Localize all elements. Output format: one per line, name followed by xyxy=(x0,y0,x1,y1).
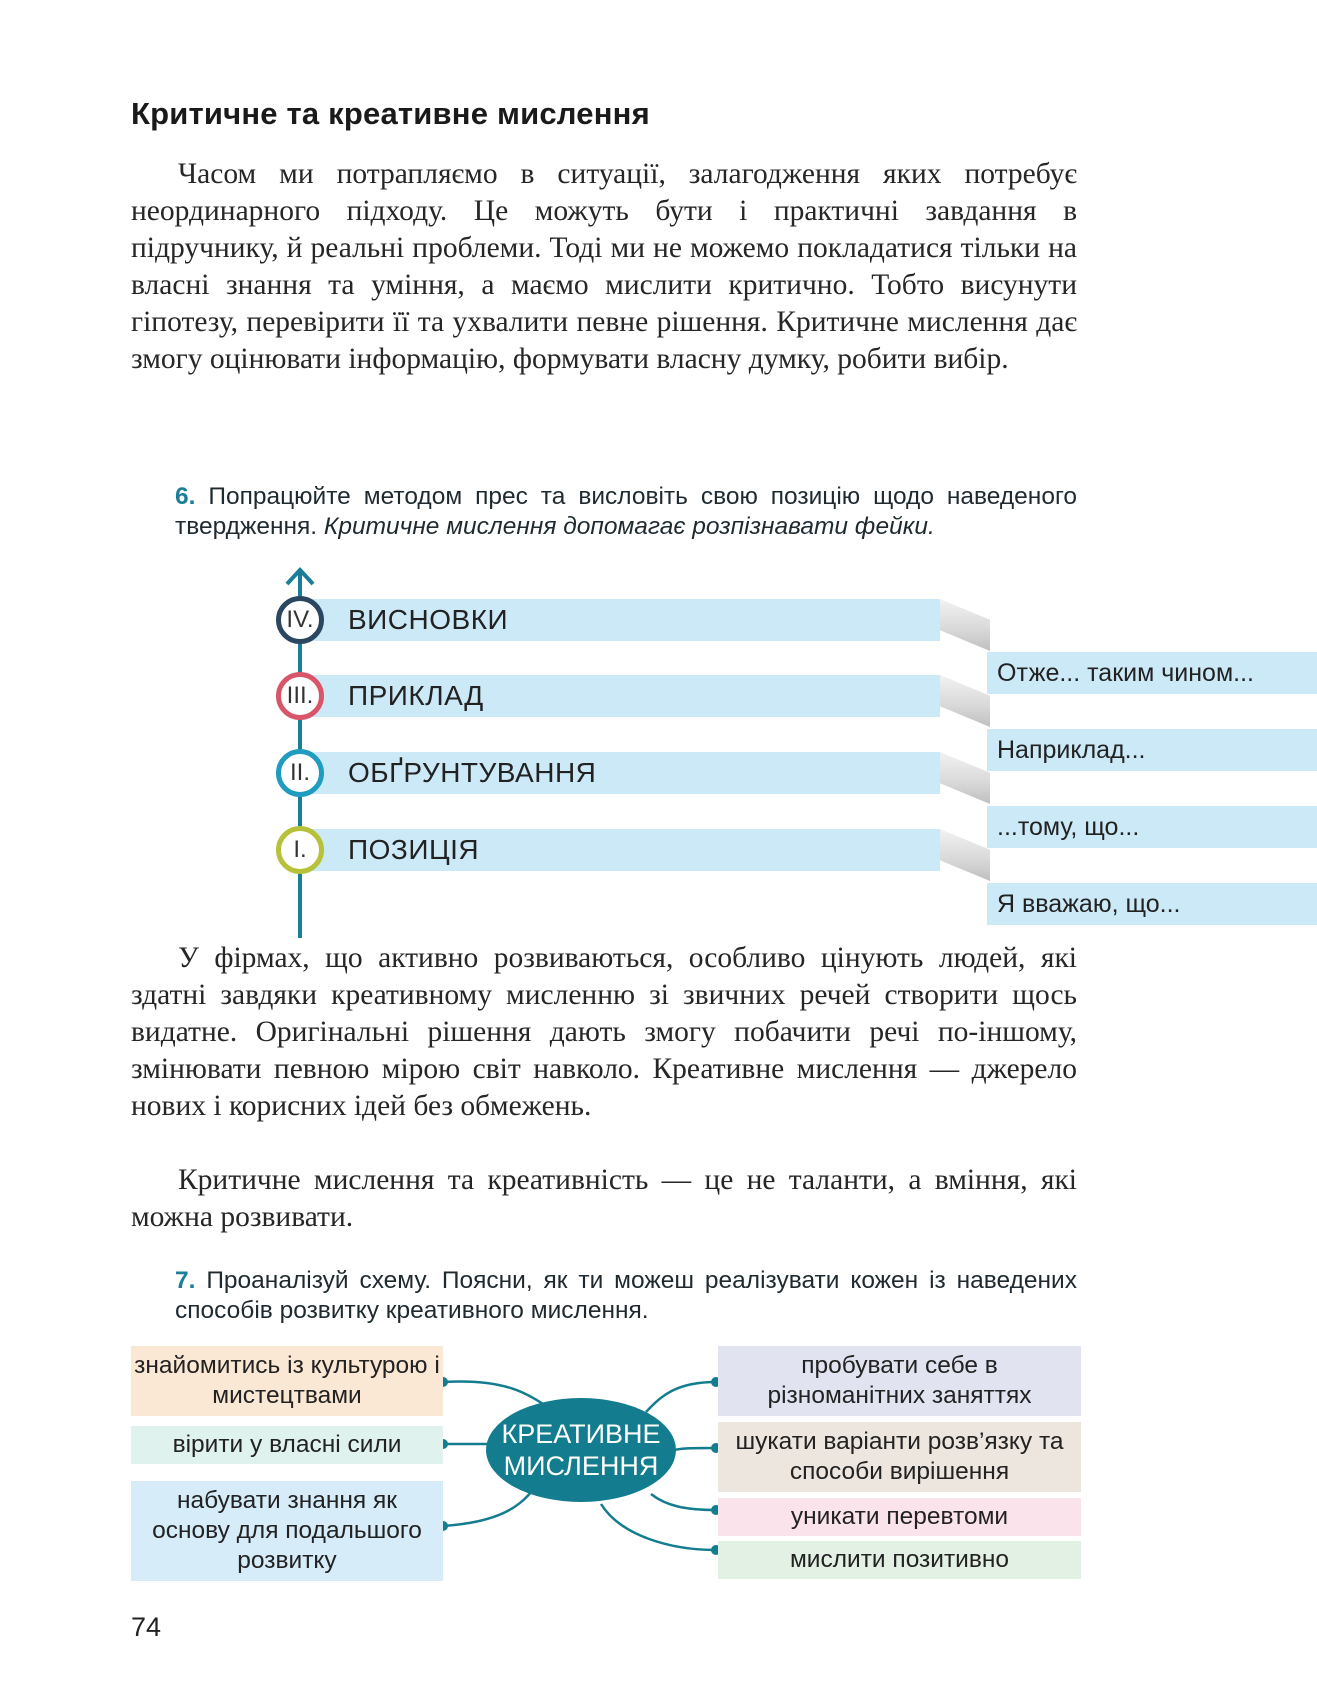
creative-thinking-mindmap xyxy=(131,1336,1081,1586)
skills-paragraph: Критичне мислення та креативність — це не таланти, а вміння, які можна розвивати. xyxy=(131,1164,1077,1233)
fold-connector xyxy=(940,829,990,881)
step-example-bar: ПРИКЛАД xyxy=(300,675,940,717)
step-4-circle: IV. xyxy=(276,596,324,644)
task-6-number: 6. xyxy=(175,483,196,510)
mindmap-item-solutions: шукати варіанти розв’язку та способи вирішення xyxy=(718,1422,1081,1492)
firms-paragraph: У фірмах, що активно розвиваються, особливо цінують людей, які здатні завдяки креативному мисленню зі звичних речей створити щось видатне. Оригінальні рішення дають змогу побачити речі по-іншому, змінювати певною мірою світ навколо. Креативне мислення — джерело нових і корисних ідей без обмежень. xyxy=(131,942,1077,1122)
mindmap-center: КРЕАТИВНЕ МИСЛЕННЯ xyxy=(486,1398,676,1502)
response-position: Я вважаю, що... xyxy=(987,883,1317,925)
intro-paragraph: Часом ми потрапляємо в ситуації, залагодження яких потребує неординарного підходу. Це можуть бути і практичні завдання в підручнику, й реальні проблеми. Тоді ми не можемо покладатися тільки на власні знання та уміння, а маємо мислити критично. Тобто висунути гіпотезу, перевірити її та ухвалити певне рішення. Критичне мислення дає змогу оцінювати інформацію, формувати власну думку, робити вибір. xyxy=(131,158,1077,375)
mindmap-item-knowledge: набувати знання як основу для подальшого розвитку xyxy=(131,1481,443,1581)
response-example: Наприклад... xyxy=(987,729,1317,771)
mindmap-item-self-belief: вірити у власні сили xyxy=(131,1426,443,1464)
section-heading: Критичне та креативне мислення xyxy=(131,96,650,131)
response-conclusion: Отже... таким чином... xyxy=(987,652,1317,694)
page-number: 74 xyxy=(131,1612,162,1642)
mindmap-item-positive: мислити позитивно xyxy=(718,1541,1081,1579)
task-7-text: Проаналізуй схему. Поясни, як ти можеш реалізувати кожен із наведених способів розвитку креативного мислення. xyxy=(175,1267,1077,1324)
task-6-statement: Критичне мислення допомагає розпізнавати фейки. xyxy=(323,513,935,540)
step-3-circle: III. xyxy=(276,672,324,720)
fold-connector xyxy=(940,599,990,651)
task-6-text: Попрацюйте методом прес та висловіть свою позицію щодо наведеного твердження. xyxy=(175,483,1077,540)
step-2-circle: II. xyxy=(276,749,324,797)
task-7 xyxy=(175,1266,1077,1326)
mindmap-item-avoid-fatigue: уникати перевтоми xyxy=(718,1498,1081,1536)
response-justification: ...тому, що... xyxy=(987,806,1317,848)
mindmap-item-try-activities: пробувати себе в різноманітних заняттях xyxy=(718,1346,1081,1416)
fold-connector xyxy=(940,675,990,727)
step-conclusions-bar: ВИСНОВКИ xyxy=(300,599,940,641)
step-position-bar: ПОЗИЦІЯ xyxy=(300,829,940,871)
step-1-circle: I. xyxy=(276,826,324,874)
fold-connector xyxy=(940,752,990,804)
mindmap-item-culture: знайомитись із культурою і мистецтвами xyxy=(131,1346,443,1416)
task-6 xyxy=(175,482,1077,542)
step-justification-bar: ОБҐРУНТУВАННЯ xyxy=(300,752,940,794)
press-diagram xyxy=(260,562,1254,938)
task-7-number: 7. xyxy=(175,1267,196,1294)
